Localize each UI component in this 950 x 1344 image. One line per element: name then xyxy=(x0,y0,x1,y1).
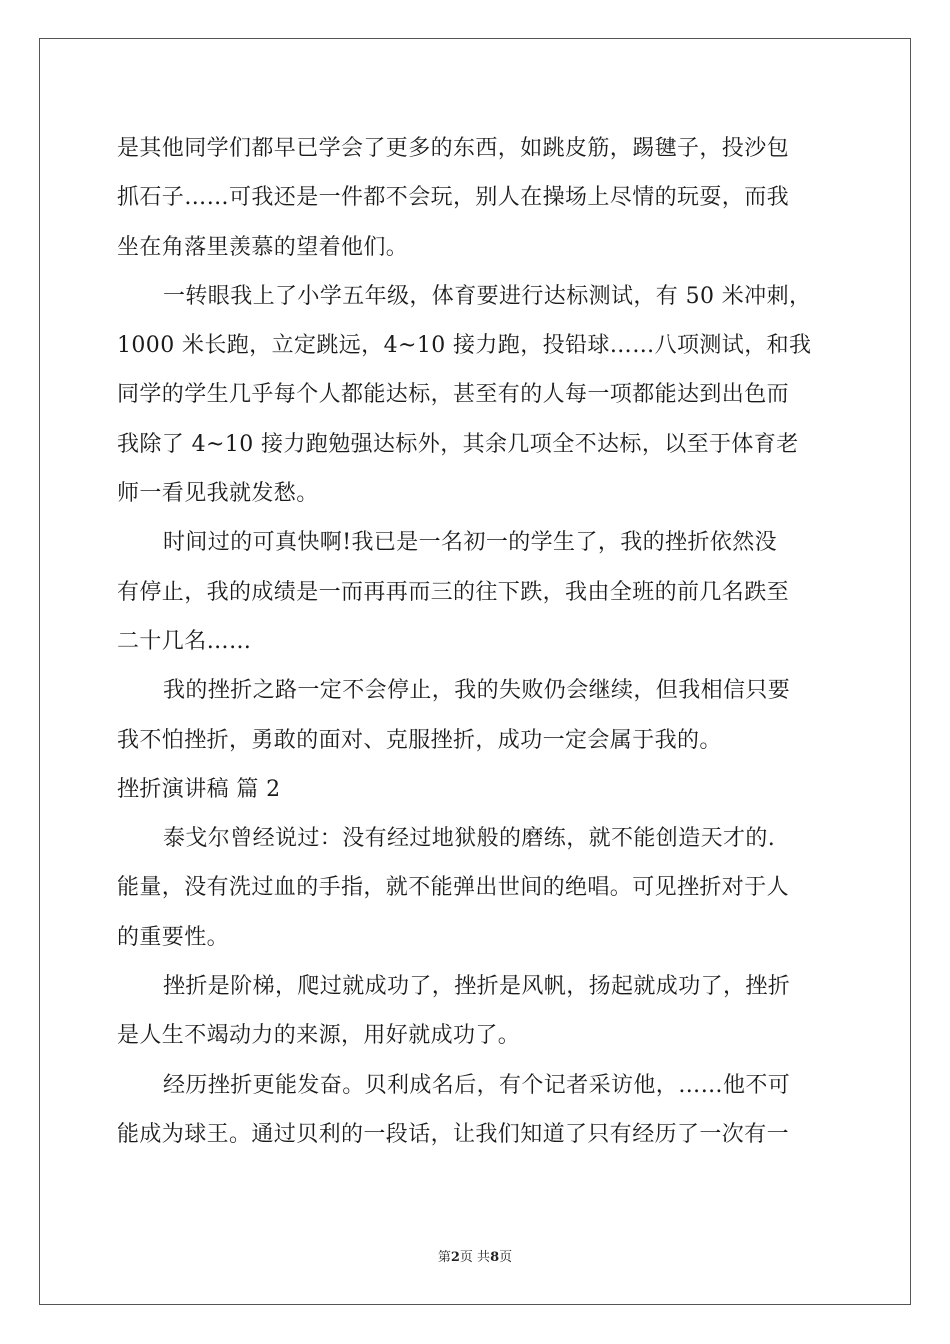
text-line-2: 抓石子……可我还是一件都不会玩，别人在操场上尽情的玩耍，而我 xyxy=(117,185,790,211)
section-heading: 挫折演讲稿 篇 2 xyxy=(117,776,281,802)
text-line-11: 二十几名…… xyxy=(117,628,252,654)
text-line-20: 经历挫折更能发奋。贝利成名后，有个记者采访他，……他不可 xyxy=(163,1072,791,1098)
text-line-17: 的重要性。 xyxy=(117,924,230,950)
current-page-number: 2 xyxy=(450,1250,460,1265)
text-line-13: 我不怕挫折，勇敢的面对、克服挫折，成功一定会属于我的。 xyxy=(117,727,722,753)
text-line-7: 我除了 4~10 接力跑勉强达标外，其余几项全不达标，以至于体育老 xyxy=(117,431,799,457)
footer-middle: 页 共 xyxy=(459,1250,491,1265)
text-line-3: 坐在角落里羡慕的望着他们。 xyxy=(117,234,409,260)
text-line-5: 1000 米长跑，立定跳远，4~10 接力跑，投铅球……八项测试，和我 xyxy=(117,333,812,359)
footer-prefix: 第 xyxy=(437,1250,451,1265)
text-line-21: 能成为球王。通过贝利的一段话，让我们知道了只有经历了一次有一 xyxy=(117,1121,790,1147)
text-line-10: 有停止，我的成绩是一而再再而三的往下跌，我由全班的前几名跌至 xyxy=(117,579,790,605)
document-body xyxy=(117,124,833,1159)
text-line-12: 我的挫折之路一定不会停止，我的失败仍会继续，但我相信只要 xyxy=(163,678,791,704)
text-line-1: 是其他同学们都早已学会了更多的东西，如跳皮筋，踢毽子，投沙包 xyxy=(117,136,790,161)
text-line-16: 能量，没有洗过血的手指，就不能弹出世间的绝唱。可见挫折对于人 xyxy=(117,875,790,901)
text-line-15: 泰戈尔曾经说过：没有经过地狱般的磨练，就不能创造天才的. xyxy=(163,826,776,852)
text-line-19: 是人生不竭动力的来源，用好就成功了。 xyxy=(117,1023,521,1049)
text-line-18: 挫折是阶梯，爬过就成功了，挫折是风帆，扬起就成功了，挫折 xyxy=(163,974,791,1000)
text-line-6: 同学的学生几乎每个人都能达标，甚至有的人每一项都能达到出色而 xyxy=(117,382,790,408)
text-line-4: 一转眼我上了小学五年级，体育要进行达标测试，有 50 米冲刺， xyxy=(163,283,812,309)
page-footer xyxy=(0,1246,950,1265)
total-page-number: 8 xyxy=(490,1250,500,1265)
text-line-8: 师一看见我就发愁。 xyxy=(117,481,319,507)
text-line-9: 时间过的可真快啊!我已是一名初一的学生了，我的挫折依然没 xyxy=(163,530,778,556)
footer-suffix: 页 xyxy=(499,1250,513,1265)
